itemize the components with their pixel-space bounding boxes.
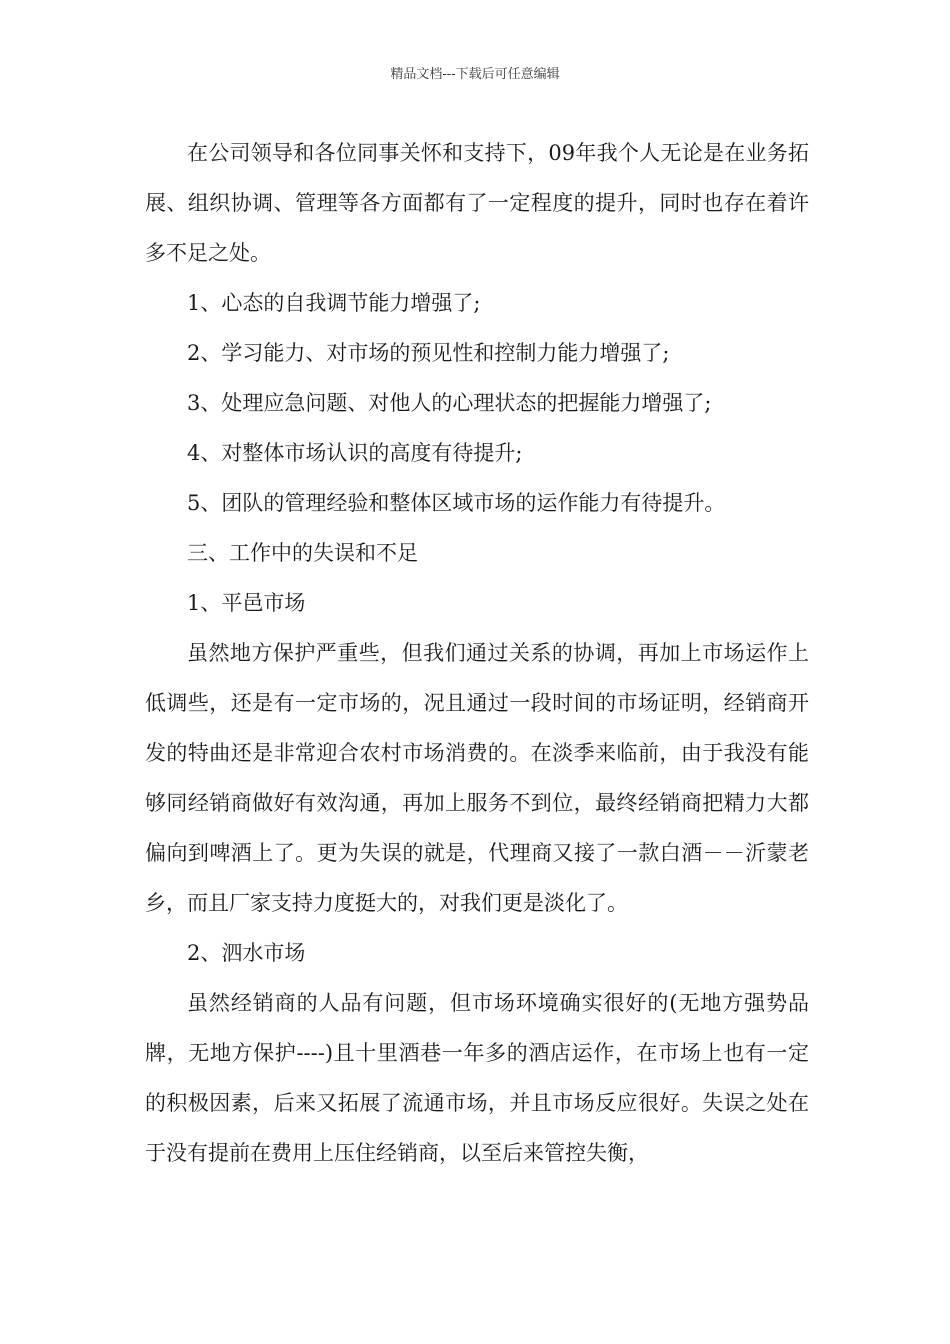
page-header: 精品文档---下载后可任意编辑 xyxy=(390,67,560,82)
list-item: 1、心态的自我调节能力增强了; xyxy=(187,291,481,315)
list-item: 2、学习能力、对市场的预见性和控制力能力增强了; xyxy=(187,341,670,365)
paragraph-body: 虽然地方保护严重些，但我们通过关系的协调，再加上市场运作上低调些，还是有一定市场的，况且通过一段时间的市场证明，经销商开发的特曲还是非常迎合农村市场消费的。在淡季来临前，由于我没有能够同经销商做好有效沟通，再加上服务不到位，最终经销商把精力大都偏向到啤酒上了。更为失误的就是，代理商又接了一款白酒－－沂蒙老乡，而且厂家支持力度挺大的，对我们更是淡化了。 xyxy=(145,641,809,915)
list-item: 5、团队的管理经验和整体区域市场的运作能力有待提升。 xyxy=(187,491,726,515)
list-item: 4、对整体市场认识的高度有待提升; xyxy=(187,441,523,465)
list-item: 3、处理应急问题、对他人的心理状态的把握能力增强了; xyxy=(187,391,712,415)
paragraph-intro: 在公司领导和各位同事关怀和支持下，09年我个人无论是在业务拓展、组织协调、管理等各方面都有了一定程度的提升，同时也存在着许多不足之处。 xyxy=(145,141,809,265)
document-body xyxy=(145,128,809,1178)
subsection-heading: 1、平邑市场 xyxy=(187,591,306,615)
paragraph-body: 虽然经销商的人品有问题，但市场环境确实很好的(无地方强势品牌，无地方保护----)且十里酒巷一年多的酒店运作，在市场上也有一定的积极因素，后来又拓展了流通市场，并且市场反应很好。失误之处在于没有提前在费用上压住经销商，以至后来管控失衡， xyxy=(145,991,809,1165)
section-heading: 三、工作中的失误和不足 xyxy=(187,541,418,565)
subsection-heading: 2、泗水市场 xyxy=(187,941,306,965)
